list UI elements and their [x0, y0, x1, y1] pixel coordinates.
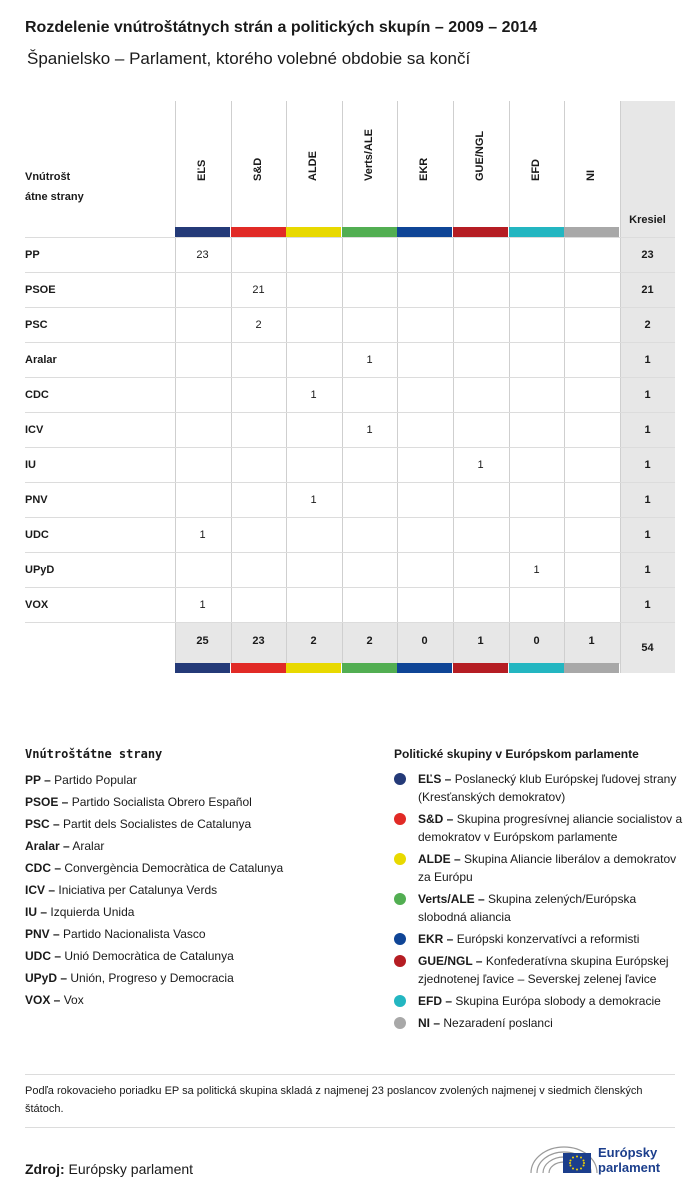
source-credit: [25, 1161, 193, 1177]
group-legend-item: [394, 930, 684, 948]
group-color-bar: [342, 663, 397, 673]
group-legend-text: [418, 1014, 683, 1032]
party-abbr: PP –: [25, 773, 51, 787]
group-color-bar: [286, 227, 341, 237]
party-row-label: VOX: [25, 599, 49, 611]
rules-note: Podľa rokovacieho poriadku EP sa politická skupina skladá z najmenej 23 poslancov zvolených najmenej v siedmich členských štátoch.: [25, 1085, 643, 1115]
party-legend-item: [25, 791, 252, 813]
group-header: ALDE: [307, 151, 319, 181]
group-legend-item: [394, 890, 684, 926]
group-legend-text: [418, 850, 683, 886]
group-color-dot: [394, 1017, 406, 1029]
row-divider: [25, 622, 675, 623]
groups-legend-heading: Politické skupiny v Európskom parlamente: [394, 747, 639, 761]
source-value: Európsky parlament: [68, 1161, 194, 1177]
row-divider: [25, 447, 675, 448]
group-total: 1: [477, 635, 484, 647]
party-full-name: Aralar: [72, 839, 105, 853]
party-row-label: Aralar: [25, 354, 57, 366]
parties-header: Vnútrošt átne strany: [25, 171, 84, 203]
group-full-name: Skupina Európa slobody a demokracie: [455, 994, 661, 1008]
group-legend-item: [394, 850, 684, 886]
group-color-bar: [397, 227, 452, 237]
group-color-bar: [175, 663, 230, 673]
logo-line-1: Európsky: [598, 1145, 658, 1160]
divider: [25, 1074, 675, 1075]
group-color-bar: [231, 663, 286, 673]
group-color-bar: [231, 227, 286, 237]
group-color-bar: [509, 663, 564, 673]
group-legend-text: [418, 952, 683, 988]
seat-count-cell: 1: [533, 564, 540, 576]
group-color-bar: [453, 227, 508, 237]
group-abbr: Verts/ALE –: [418, 892, 485, 906]
group-full-name: Nezaradení poslanci: [443, 1016, 553, 1030]
party-row-label: UDC: [25, 529, 49, 541]
seat-count-cell: 21: [252, 284, 265, 296]
party-legend-item: [25, 967, 234, 989]
row-divider: [25, 412, 675, 413]
party-full-name: Partido Popular: [54, 773, 137, 787]
group-total: 2: [366, 635, 373, 647]
group-legend-item: [394, 770, 684, 806]
party-abbr: UPyD –: [25, 971, 68, 985]
party-full-name: Partido Socialista Obrero Español: [71, 795, 252, 809]
group-abbr: EFD –: [418, 994, 453, 1008]
party-abbr: PNV –: [25, 927, 60, 941]
group-full-name: Skupina Aliancie liberálov a demokratov za Európu: [418, 852, 677, 884]
group-color-bar: [397, 663, 452, 673]
group-color-bar: [342, 227, 397, 237]
group-full-name: Konfederatívna skupina Európskej zjednotenej ľavice – Severskej zelenej ľavice: [418, 954, 669, 986]
row-divider: [25, 307, 675, 308]
seat-count-cell: 1: [366, 424, 373, 436]
source-label: Zdroj:: [25, 1161, 65, 1177]
group-header: EĽS: [196, 159, 208, 181]
party-legend-item: [25, 901, 134, 923]
party-full-name: Partit dels Socialistes de Catalunya: [63, 817, 252, 831]
group-full-name: Európski konzervatívci a reformisti: [456, 932, 640, 946]
group-color-bar: [453, 663, 508, 673]
seats-header: Kresiel: [629, 214, 666, 226]
party-seat-total: 1: [644, 529, 651, 541]
group-total: 0: [421, 635, 428, 647]
party-row-label: UPyD: [25, 564, 55, 576]
party-legend-item: [25, 769, 137, 791]
group-total: 1: [588, 635, 595, 647]
group-color-dot: [394, 853, 406, 865]
grand-total: 54: [641, 642, 654, 654]
party-abbr: VOX –: [25, 993, 61, 1007]
row-divider: [25, 482, 675, 483]
seat-count-cell: 1: [477, 459, 484, 471]
party-seat-total: 2: [644, 319, 651, 331]
group-abbr: EKR –: [418, 932, 454, 946]
group-abbr: GUE/NGL –: [418, 954, 483, 968]
group-legend-item: [394, 992, 684, 1010]
group-color-dot: [394, 995, 406, 1007]
group-color-dot: [394, 773, 406, 785]
seat-count-cell: 2: [255, 319, 262, 331]
party-row-label: PSOE: [25, 284, 56, 296]
party-legend-item: [25, 879, 217, 901]
group-color-bar: [509, 227, 564, 237]
group-header: NI: [585, 170, 597, 181]
group-color-dot: [394, 955, 406, 967]
party-full-name: Unión, Progreso y Democracia: [70, 971, 234, 985]
party-abbr: IU –: [25, 905, 48, 919]
row-divider: [25, 272, 675, 273]
party-full-name: Convergència Democràtica de Catalunya: [64, 861, 284, 875]
party-legend-item: [25, 835, 104, 857]
row-divider: [25, 552, 675, 553]
party-seat-total: 21: [641, 284, 654, 296]
group-legend-text: [418, 930, 683, 948]
party-legend-item: [25, 813, 251, 835]
party-legend-item: [25, 923, 206, 945]
party-row-label: PP: [25, 249, 40, 261]
party-full-name: Partido Nacionalista Vasco: [63, 927, 206, 941]
party-legend-item: [25, 857, 283, 879]
party-abbr: PSOE –: [25, 795, 69, 809]
group-legend-item: [394, 952, 684, 988]
group-legend-item: [394, 1014, 684, 1032]
party-group-table: [25, 101, 675, 673]
party-full-name: Izquierda Unida: [50, 905, 135, 919]
row-divider: [25, 237, 675, 238]
group-total: 23: [252, 635, 265, 647]
logo-wordmark: [598, 1145, 660, 1175]
group-color-bar: [564, 663, 619, 673]
party-seat-total: 1: [644, 354, 651, 366]
party-seat-total: 1: [644, 599, 651, 611]
row-divider: [25, 517, 675, 518]
group-header: Verts/ALE: [363, 129, 375, 181]
party-abbr: UDC –: [25, 949, 62, 963]
group-legend-text: [418, 890, 683, 926]
logo-line-2: parlament: [598, 1160, 661, 1175]
seat-count-cell: 1: [310, 389, 317, 401]
group-header: EFD: [530, 159, 542, 181]
row-divider: [25, 342, 675, 343]
party-seat-total: 1: [644, 494, 651, 506]
group-color-bar: [286, 663, 341, 673]
group-full-name: Poslanecký klub Európskej ľudovej strany (Kresťanských demokratov): [418, 772, 677, 804]
seat-count-cell: 23: [196, 249, 209, 261]
group-abbr: EĽS –: [418, 772, 452, 786]
group-header: GUE/NGL: [474, 130, 486, 181]
party-row-label: CDC: [25, 389, 49, 401]
seat-count-cell: 1: [199, 529, 206, 541]
party-legend-item: [25, 989, 84, 1011]
group-legend-item: [394, 810, 684, 846]
party-seat-total: 23: [641, 249, 654, 261]
group-total: 25: [196, 635, 209, 647]
group-color-dot: [394, 933, 406, 945]
party-row-label: IU: [25, 459, 36, 471]
group-total: 0: [533, 635, 540, 647]
parties-legend-heading: Vnútroštátne strany: [25, 747, 163, 761]
party-row-label: ICV: [25, 424, 44, 436]
group-header: S&D: [252, 157, 264, 181]
row-divider: [25, 377, 675, 378]
party-row-label: PNV: [25, 494, 48, 506]
group-color-bar: [175, 227, 230, 237]
group-legend-text: [418, 810, 683, 846]
party-abbr: CDC –: [25, 861, 62, 875]
party-abbr: Aralar –: [25, 839, 70, 853]
group-abbr: NI –: [418, 1016, 441, 1030]
group-color-bar: [564, 227, 619, 237]
party-full-name: Unió Democràtica de Catalunya: [64, 949, 234, 963]
divider: [25, 1127, 675, 1128]
party-legend-item: [25, 945, 234, 967]
party-row-label: PSC: [25, 319, 48, 331]
party-seat-total: 1: [644, 564, 651, 576]
seat-count-cell: 1: [310, 494, 317, 506]
row-divider: [25, 587, 675, 588]
seat-count-cell: 1: [366, 354, 373, 366]
group-full-name: Skupina progresívnej aliancie socialistov a demokratov v Európskom parlamente: [418, 812, 683, 844]
page-subtitle: Španielsko – Parlament, ktorého volebné obdobie sa končí: [27, 49, 471, 68]
group-color-dot: [394, 893, 406, 905]
group-abbr: ALDE –: [418, 852, 461, 866]
party-full-name: Vox: [63, 993, 84, 1007]
seat-count-cell: 1: [199, 599, 206, 611]
party-seat-total: 1: [644, 459, 651, 471]
party-abbr: ICV –: [25, 883, 56, 897]
party-seat-total: 1: [644, 389, 651, 401]
group-legend-text: [418, 770, 683, 806]
group-header: EKR: [418, 157, 430, 181]
group-abbr: S&D –: [418, 812, 454, 826]
group-legend-text: [418, 992, 683, 1010]
group-color-dot: [394, 813, 406, 825]
page-title: Rozdelenie vnútroštátnych strán a politických skupín – 2009 – 2014: [25, 19, 538, 36]
party-seat-total: 1: [644, 424, 651, 436]
party-full-name: Iniciativa per Catalunya Verds: [58, 883, 218, 897]
party-abbr: PSC –: [25, 817, 60, 831]
group-total: 2: [310, 635, 317, 647]
group-full-name: Skupina zelených/Európska slobodná aliancia: [418, 892, 637, 924]
